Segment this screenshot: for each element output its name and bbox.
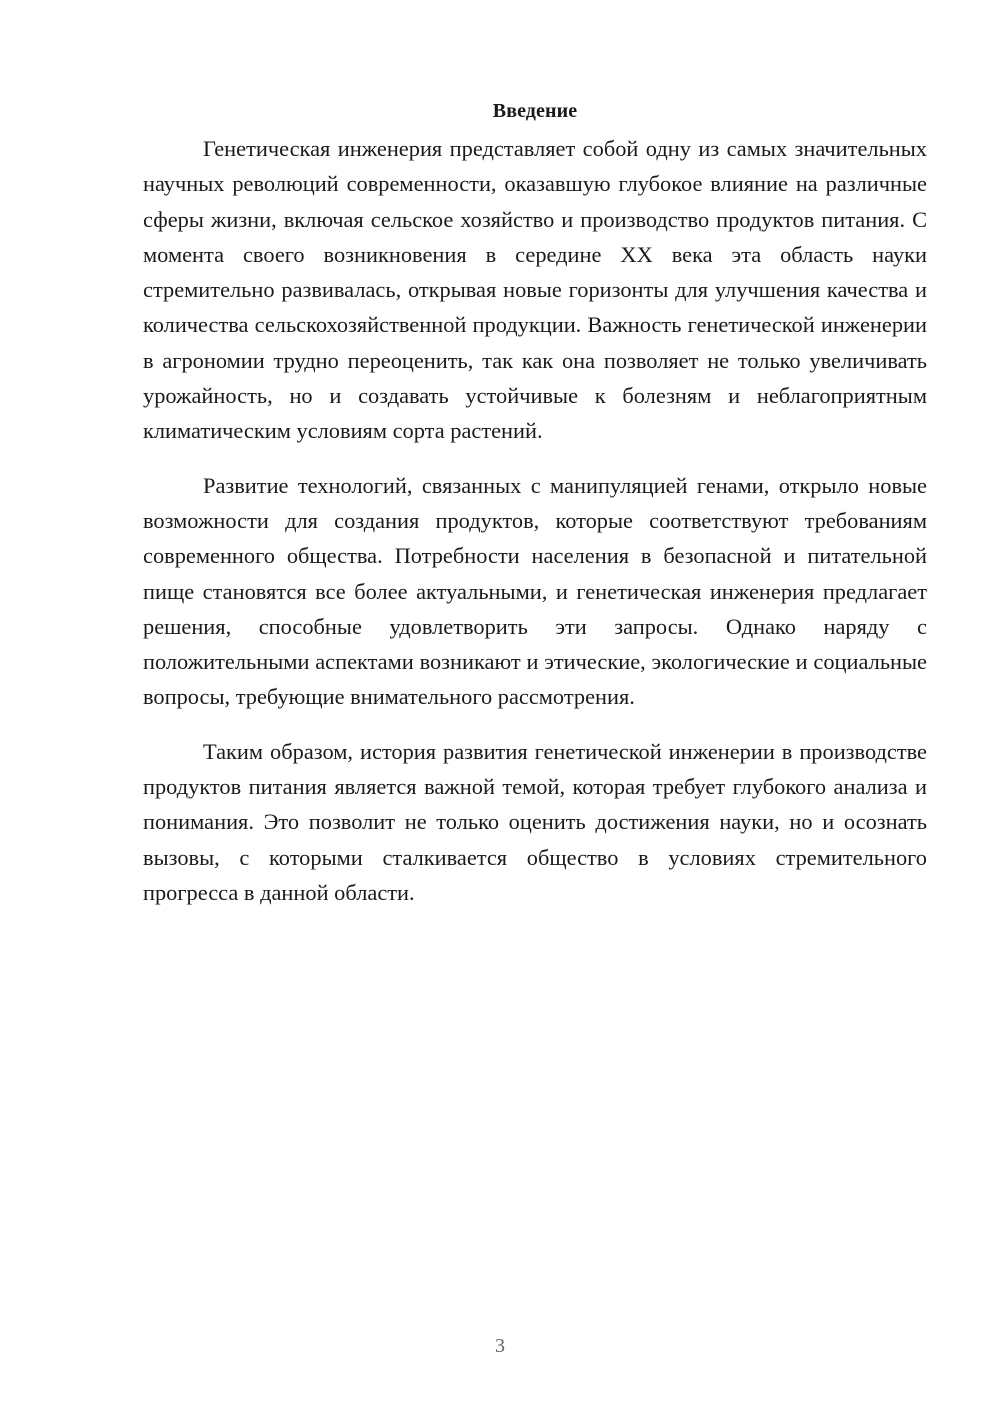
- paragraph-1: Генетическая инженерия представляет собой одну из самых значительных научных революций современности, оказавшую глубокое влияние на различные сферы жизни, включая сельское хозяйство и производство продуктов питания. С момента своего возникновения в середине XX века эта область науки стремительно развивалась, открывая новые горизонты для улучшения качества и количества сельскохозяйственной продукции. Важность генетической инженерии в агрономии трудно переоценить, так как она позволяет не только увеличивать урожайность, но и создавать устойчивые к болезням и неблагоприятным климатическим условиям сорта растений.: [143, 136, 927, 444]
- paragraph-3: Таким образом, история развития генетической инженерии в производстве продуктов питания является важной темой, которая требует глубокого анализа и понимания. Это позволит не только оценить достижения науки, но и осознать вызовы, с которыми сталкивается общество в условиях стремительного прогресса в данной области.: [143, 738, 927, 905]
- page-content: [143, 97, 927, 929]
- section-title: Введение: [492, 100, 578, 122]
- page-number: 3: [495, 1335, 505, 1357]
- paragraph-2: Развитие технологий, связанных с манипуляцией генами, открыло новые возможности для создания продуктов, которые соответствуют требованиям современного общества. Потребности населения в безопасной и питательной пище становятся все более актуальными, и генетическая инженерия предлагает решения, способные удовлетворить эти запросы. Однако наряду с положительными аспектами возникают и этические, экологические и социальные вопросы, требующие внимательного рассмотрения.: [143, 472, 927, 710]
